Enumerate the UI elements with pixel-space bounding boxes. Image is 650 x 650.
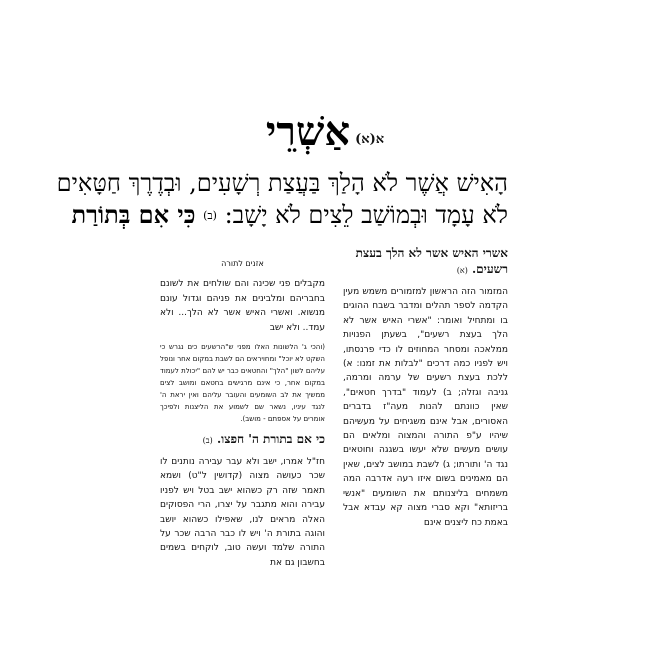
commentary-paragraph: המזמור הזה הראשון למזמורים משמש מעין הקדמה לספר תהלים ומדבר בשבח ההוגים בו ומתחיל ואומר: "אשרי האיש אשר לא הלך בעצת רשעים", בשעתן הפנויות ממלאכה ומסחר המחוזים לו כדי פרנסתו, ויש לפניו כמה דרכים "לבלות את זמנו: א) ללכת בעצת רשעים של ערמה ומרמה, גניבה וגזלה; ב) לעמוד "בדרך חטאים", שאין כוונתם להנות מעה"ז בדברים האסורים, אבל אינם משגיחים על מעשיהם שיהיו ע"פ התורה והמצוה ומלאים הם עושים מעשים שלא יעשו בשגגה וחוטאים נגד ה' ותורתו; ג) לשבת במושב לצים, שאין הם מאמינים בשום איזו רעה אדרבה המה משמחים בליצנותם את השומעים "אנשי בריזותא" וקא סברי מצוה קא עבדא אבל באמת כח ליצנים אינם <box>343 287 508 528</box>
next-verse-start: כִּי אִם בְּתוֹרַת <box>71 200 196 229</box>
lemma-marker: (ב) <box>202 436 213 446</box>
lemma-heading <box>343 245 508 279</box>
verse-line-1: הָאִישׁ אֲשֶׁר לֹא הָלַךְ בַּעֲצַת רְשָׁעִים, וּבְדֶרֶךְ חַטָּאִים <box>56 169 508 197</box>
commentary-note: (והכי ג' הלשונות האלו מפני ש"הרשעים כים נגרש כי השקט לא יוכל" ומחויראים הם לשבת במקום אחר ונופל עליהם לשון "הלך" והחטאים כבר יש להם "יכולת לעמוד במקום אחר, כי אינם מרגישים בחטאם ומושב לצים ממשיך את לב השומעים והעובר עליהם ואין יראת ה' לנגד עיניו, נשאר שם לשמוע את הליצנות ולפיכך אומרים על אספתם - מושב). <box>160 343 325 424</box>
psalm-heading <box>0 108 650 155</box>
verse-line-2-text: לֹא עָמָד וּבְמוֹשַׁב לֵצִים לֹא יָשָׁב: <box>224 201 508 229</box>
lemma-heading <box>160 431 325 449</box>
verse-line-2 <box>71 200 508 231</box>
lemma-text: כי אם בתורת ה' חפצו. <box>216 432 325 447</box>
chapter-marker: א(א) <box>355 132 385 147</box>
commentary-subtitle: אזנים לתורה <box>221 259 264 268</box>
lemma-text: אשרי האיש אשר לא הלך בעצת רשעים. <box>355 246 508 276</box>
commentary-column-right <box>343 245 508 536</box>
commentary-paragraph: מקבלים פני שכינה והם שולחים את לשונם בחבריהם ומלבינים את פניהם וגדול עונם מנשוא. ואשרי האיש אשר לא הלך... ולא עמד.. ולא ישב <box>160 279 325 333</box>
commentary-paragraph: חז"ל אמרו, ישב ולא עבר עבירה נותנים לו שכר כעושה מצוה (קדושין ל"ט) ושמא תאמר שזה רק כשהוא ישב בטל ויש לפניו עבירה והוא מתגבר על יצרו, הרי הפסוקים האלה מראים לנו, שאפילו כשהוא יושב והוגה בתורת ה' ויש לו כבר הרבה שכר על התורה שלמד ועשה טוב, לוקחים בשמים בחשבון גם את <box>160 457 325 568</box>
commentary-column-left <box>160 257 325 576</box>
opening-word: אַשְׁרֵי <box>265 108 351 155</box>
verse-marker: (ב) <box>203 209 217 222</box>
lemma-marker: (א) <box>456 266 468 275</box>
